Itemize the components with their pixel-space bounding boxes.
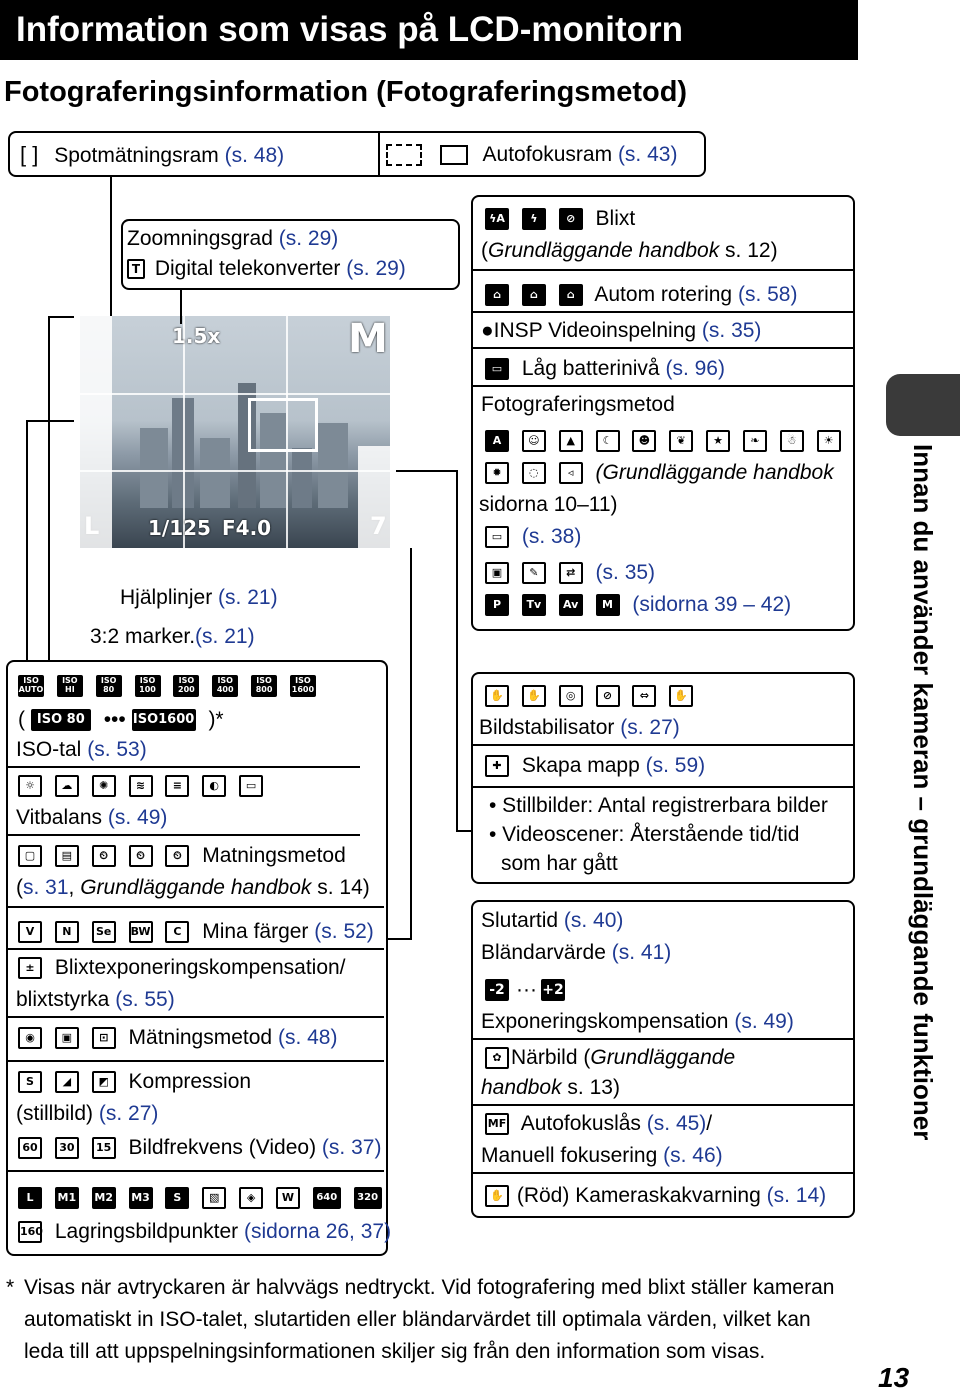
compress-superfine-icon: S xyxy=(18,1071,42,1093)
flash-paren: ( xyxy=(481,239,488,262)
mycolor-sepia-icon: Se xyxy=(92,921,116,943)
lcd-aperture: F4.0 xyxy=(222,516,272,540)
rotate-up-icon: ⌂ xyxy=(485,284,509,306)
tele-label: Digital telekonverter xyxy=(154,257,341,280)
mode-m-icon: M xyxy=(596,594,620,616)
size-date-icon: ◈ xyxy=(239,1187,263,1209)
size-m3-icon: M3 xyxy=(129,1187,153,1209)
scene-night-icon: ☾ xyxy=(596,430,620,452)
wb-underwater-icon: ◐ xyxy=(202,775,226,797)
compress-fine-icon: ◢ xyxy=(55,1071,79,1093)
flash-auto-icon: ϟA xyxy=(485,208,509,230)
mycolor-custom-icon: C xyxy=(165,921,189,943)
rec-ref: (s. 35) xyxy=(701,319,762,342)
metering-center-icon: ▣ xyxy=(55,1027,79,1049)
size-s-icon: S xyxy=(165,1187,189,1209)
wb-ref: (s. 49) xyxy=(107,806,168,829)
size-postcard-icon: ▧ xyxy=(202,1187,226,1209)
size-160-icon: 160 xyxy=(18,1221,42,1243)
size-l-icon: L xyxy=(18,1187,42,1209)
side-tab xyxy=(886,374,960,436)
footnote-star: * xyxy=(6,1276,15,1299)
ev-dots: ··· xyxy=(516,978,537,1001)
lcd-zoom: 1.5x xyxy=(172,324,221,348)
framerate-60-icon: 60 xyxy=(18,1137,42,1159)
spot-ref: (s. 48) xyxy=(224,144,285,167)
ev-plus-icon: +2 xyxy=(541,979,565,1001)
is-continuous-icon: ✋ xyxy=(485,685,509,707)
shake-label: (Röd) Kameraskakvarning xyxy=(516,1184,761,1207)
right-legend-box-2 xyxy=(471,672,855,884)
lcd-preview xyxy=(80,316,390,548)
af-lock-slash: / xyxy=(706,1112,713,1135)
wb-custom-icon: ▭ xyxy=(239,775,263,797)
compress-ref: (s. 27) xyxy=(98,1102,159,1125)
flash-handbook: Grundläggande handbok xyxy=(488,239,720,262)
shoot-ref-39: (sidorna 39 – 42) xyxy=(632,593,792,616)
is-panning-icon: ◎ xyxy=(559,685,583,707)
size-m1-icon: M1 xyxy=(55,1187,79,1209)
spot-frame-icon: [ ] xyxy=(20,142,39,167)
side-chapter-text: Innan du använder kameran – grundläggande funktioner xyxy=(908,444,938,1141)
compress-line2: (stillbild) xyxy=(16,1102,94,1125)
iso-auto-icon: ISO AUTO xyxy=(18,675,44,697)
frame-legend-box xyxy=(8,131,706,177)
mf-icon: MF xyxy=(485,1113,509,1135)
metering-evaluative-icon: ◉ xyxy=(18,1027,42,1049)
folder-label: Skapa mapp xyxy=(521,754,640,777)
compress-label: Kompression xyxy=(128,1070,252,1093)
right-legend-box-1 xyxy=(471,195,855,631)
folder-ref: (s. 59) xyxy=(645,754,706,777)
macro-handbook-1: Grundläggande xyxy=(590,1046,736,1069)
flashcomp-line2: blixtstyrka xyxy=(16,988,110,1011)
flash-ref-end: s. 12) xyxy=(719,239,778,262)
wb-fluorescent-icon: ≋ xyxy=(129,775,153,797)
iso-icon-row xyxy=(18,674,323,698)
iso-dots: ••• xyxy=(103,708,126,731)
iso-hi-icon: ISO HI xyxy=(57,675,83,697)
is-pan-v-icon: ✋ xyxy=(669,685,693,707)
movie-standard-icon: ▣ xyxy=(485,562,509,584)
wb-fluorescent-h-icon: ≡ xyxy=(165,775,189,797)
wb-tungsten-icon: ✺ xyxy=(92,775,116,797)
zoom-ref: (s. 29) xyxy=(278,227,339,250)
scene-quiet-icon: ◃ xyxy=(559,462,583,484)
iso-range-close: )* xyxy=(208,708,224,731)
mode-av-icon: Av xyxy=(559,594,583,616)
drive-single-icon: ▢ xyxy=(18,845,42,867)
shoot-ref-38: (s. 38) xyxy=(521,525,582,548)
hjalp-label: Hjälplinjer xyxy=(120,586,213,609)
ev-label: Exponeringskompensation xyxy=(481,1010,729,1033)
folder-icon: ✚ xyxy=(485,755,509,777)
iso-ref: (s. 53) xyxy=(87,738,147,761)
wb-auto-icon: ☼ xyxy=(18,775,42,797)
drive-ref: s. 31 xyxy=(23,876,69,899)
tele-converter-icon: T xyxy=(127,259,145,279)
footnote xyxy=(6,1272,846,1368)
battery-ref: (s. 96) xyxy=(665,357,725,380)
iso-100-icon: ISO 100 xyxy=(135,675,161,697)
page-title: Information som visas på LCD-monitorn xyxy=(0,0,858,60)
iso-from-icon: ISO 80 xyxy=(31,709,91,731)
flash-off-icon: ⊘ xyxy=(559,208,583,230)
camera-shake-icon: ✋ xyxy=(485,1185,509,1207)
shoot-label: Fotograferingsmetod xyxy=(481,393,675,416)
scene-snow-icon: ☃ xyxy=(780,430,804,452)
flashcomp-line1: Blixtexponeringskompensation/ xyxy=(54,956,346,979)
zoom-label: Zoomningsgrad xyxy=(127,227,273,250)
is-off-icon: ⊘ xyxy=(596,685,620,707)
drive-handbook: Grundläggande handbok xyxy=(80,876,312,899)
mode-p-icon: P xyxy=(485,594,509,616)
footnote-text: Visas när avtryckaren är halvvägs nedtryckt. Vid fotografering med blixt ställer kameran automatiskt in ISO-talet, slutartiden eller bländarvärdet till optimala värden, vilket kan leda till att uppspelningsinformationen skiljer sig från den information som visas. xyxy=(24,1276,835,1363)
movie-color-swap-icon: ⇄ xyxy=(559,562,583,584)
drive-ref-end: s. 14) xyxy=(311,876,370,899)
rotate-label: Autom rotering xyxy=(594,283,733,306)
aperture-label: Bländarvärde xyxy=(481,941,606,964)
shoot-pages: sidorna 10–11) xyxy=(479,493,618,516)
mycolor-neutral-icon: N xyxy=(55,921,79,943)
mycolor-vivid-icon: V xyxy=(18,921,42,943)
iso-200-icon: ISO 200 xyxy=(173,675,199,697)
lcd-shutter: 1/125 xyxy=(148,516,211,540)
shoot-ref-35: (s. 35) xyxy=(595,561,656,584)
iso-800-icon: ISO 800 xyxy=(251,675,277,697)
iso-range-open: ( xyxy=(18,708,25,731)
scene-night-scene-icon: ★ xyxy=(706,430,730,452)
bullet-video: • Videoscener: Återstående tid/tid xyxy=(489,823,800,846)
drive-label: Matningsmetod xyxy=(202,844,346,867)
hjalp-ref: (s. 21) xyxy=(218,586,278,609)
flash-comp-icon: ± xyxy=(18,957,42,979)
drive-self-timer-2-icon: ⏲ xyxy=(129,845,153,867)
drive-self-timer-10-icon: ⏲ xyxy=(92,845,116,867)
movie-color-accent-icon: ✎ xyxy=(522,562,546,584)
section-subtitle: Fotograferingsinformation (Fotograferingsmetod) xyxy=(4,76,688,108)
size-wide-icon: W xyxy=(276,1187,300,1209)
pixels-ref: (sidorna 26, 37) xyxy=(243,1220,392,1243)
shutter-ref: (s. 40) xyxy=(563,909,624,932)
rotate-right-icon: ⌂ xyxy=(559,284,583,306)
size-640-icon: 640 xyxy=(313,1187,341,1209)
size-320-icon: 320 xyxy=(354,1187,382,1209)
mycolors-ref: (s. 52) xyxy=(314,920,374,943)
mf-label: Manuell fokusering xyxy=(481,1144,658,1167)
scene-auto-icon: A xyxy=(485,430,509,452)
shutter-label: Slutartid xyxy=(481,909,559,932)
macro-icon: ✿ xyxy=(485,1047,509,1069)
bullet-stills: • Stillbilder: Antal registrerbara bilder xyxy=(489,794,828,817)
iso-400-icon: ISO 400 xyxy=(212,675,238,697)
tele-ref: (s. 29) xyxy=(346,257,406,280)
rec-label: ●INSP Videoinspelning xyxy=(481,319,697,342)
af-ref: (s. 43) xyxy=(617,143,678,166)
marker-ref: (s. 21) xyxy=(195,625,255,648)
right-legend-box-3 xyxy=(471,900,855,1218)
drive-comma: , xyxy=(68,876,81,899)
mycolors-label: Mina färger xyxy=(202,920,309,943)
macro-handbook-2: handbok xyxy=(481,1076,562,1099)
is-icon-row xyxy=(485,684,700,708)
scene-fireworks-icon: ✹ xyxy=(485,462,509,484)
page-number: 13 xyxy=(878,1362,910,1393)
iso-label: ISO-tal xyxy=(16,738,82,761)
zoom-legend-box xyxy=(121,219,460,290)
flash-label: Blixt xyxy=(595,207,636,230)
flashcomp-ref: (s. 55) xyxy=(115,988,175,1011)
af-label: Autofokusram xyxy=(482,143,613,166)
framerate-30-icon: 30 xyxy=(55,1137,79,1159)
aperture-ref: (s. 41) xyxy=(611,941,672,964)
stitch-assist-icon: ▭ xyxy=(485,526,509,548)
scene-landscape-icon: ▲ xyxy=(559,430,583,452)
wb-icon-row xyxy=(18,774,270,798)
marker-label: 3:2 marker. xyxy=(90,625,196,648)
is-pan-h-icon: ⇔ xyxy=(632,685,656,707)
ev-minus-icon: -2 xyxy=(485,979,509,1001)
scene-beach-icon: ☀ xyxy=(817,430,841,452)
framerate-15-icon: 15 xyxy=(92,1137,116,1159)
scene-icon-row xyxy=(485,429,848,453)
framerate-ref: (s. 37) xyxy=(321,1136,382,1159)
scene-kids-icon: ☻ xyxy=(632,430,656,452)
size-m2-icon: M2 xyxy=(92,1187,116,1209)
pixels-label: Lagringsbildpunkter xyxy=(54,1220,239,1243)
flash-on-icon: ϟ xyxy=(522,208,546,230)
mycolor-bw-icon: BW xyxy=(129,921,153,943)
size-icon-row xyxy=(18,1186,389,1210)
ev-ref: (s. 49) xyxy=(734,1010,794,1033)
scene-underwater-icon: ◌ xyxy=(522,462,546,484)
af-box-icon xyxy=(440,145,468,165)
battery-label: Låg batterinivå xyxy=(521,357,660,380)
metering-label: Mätningsmetod xyxy=(128,1026,273,1049)
iso-1600-icon: ISO 1600 xyxy=(290,675,316,697)
iso-80-icon: ISO 80 xyxy=(96,675,122,697)
macro-ref: s. 13) xyxy=(561,1076,620,1099)
drive-paren: ( xyxy=(16,876,23,899)
shoot-handbook: (Grundläggande handbok xyxy=(595,461,834,484)
lcd-mode: M xyxy=(348,316,388,362)
left-legend-box xyxy=(6,660,392,1256)
lcd-af-frame xyxy=(248,398,318,452)
drive-continuous-icon: ▤ xyxy=(55,845,79,867)
is-shoot-only-icon: ✋ xyxy=(522,685,546,707)
bullet-video-cont: som har gått xyxy=(501,852,618,875)
af-lock-label: Autofokuslås xyxy=(520,1112,641,1135)
drive-custom-timer-icon: ⏲ xyxy=(165,845,189,867)
rotate-left-icon: ⌂ xyxy=(522,284,546,306)
wb-cloudy-icon: ☁ xyxy=(55,775,79,797)
rotate-ref: (s. 58) xyxy=(737,283,798,306)
shake-ref: (s. 14) xyxy=(766,1184,827,1207)
scene-indoor-icon: ❦ xyxy=(669,430,693,452)
is-ref: (s. 27) xyxy=(620,716,680,739)
wb-label: Vitbalans xyxy=(16,806,103,829)
scene-portrait-icon: ☺ xyxy=(522,430,546,452)
af-lock-ref: (s. 45) xyxy=(646,1112,707,1135)
mode-tv-icon: Tv xyxy=(522,594,546,616)
metering-ref: (s. 48) xyxy=(277,1026,338,1049)
spot-label: Spotmätningsram xyxy=(54,144,219,167)
iso-to-icon: ISO1600 xyxy=(132,709,196,731)
af-frame-icon xyxy=(386,144,422,166)
framerate-label: Bildfrekvens (Video) xyxy=(128,1136,317,1159)
metering-spot-icon: ⊡ xyxy=(92,1027,116,1049)
compress-normal-icon: ◩ xyxy=(92,1071,116,1093)
mf-ref: (s. 46) xyxy=(663,1144,723,1167)
macro-label: Närbild ( xyxy=(511,1046,591,1069)
battery-low-icon: ▭ xyxy=(485,358,509,380)
is-label: Bildstabilisator xyxy=(479,716,615,739)
scene-foliage-icon: ❧ xyxy=(743,430,767,452)
